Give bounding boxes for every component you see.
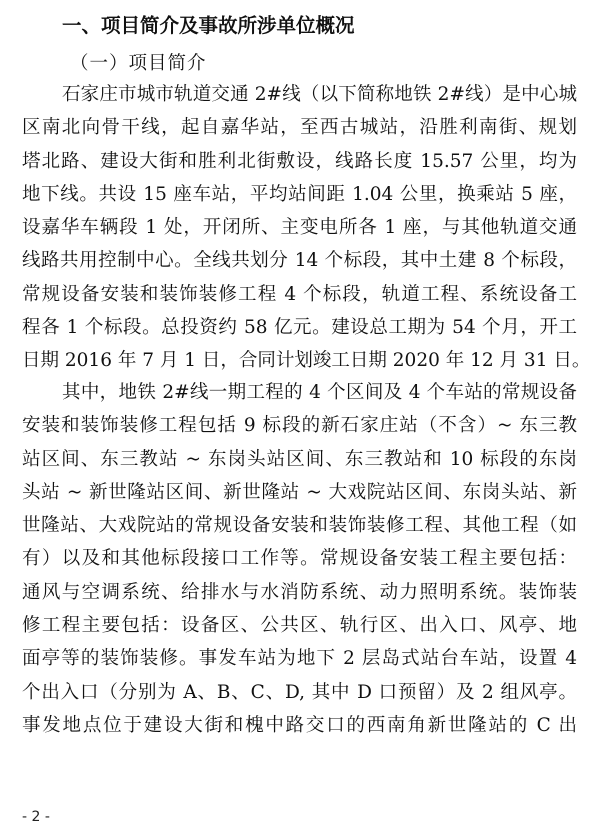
text-line: 区南北向骨干线，起自嘉华站，至西古城站，沿胜利南街、规划: [22, 117, 577, 139]
text-line: 修工程主要包括：设备区、公共区、轨行区、出入口、风亭、地: [22, 615, 577, 637]
text-line: 塔北路、建设大街和胜利北街敷设，线路长度 15.57 公里，均为: [22, 150, 577, 172]
text-line: 常规设备安装和装饰装修工程 4 个标段，轨道工程、系统设备工: [22, 283, 577, 305]
text-line: 头站 ~ 新世隆站区间、新世隆站 ~ 大戏院站区间、东岗头站、新: [22, 481, 577, 503]
text-line: 有）以及和其他标段接口工作等。常规设备安装工程主要包括：: [22, 548, 577, 570]
text-line: 其中，地铁 2#线一期工程的 4 个区间及 4 个车站的常规设备: [62, 382, 577, 403]
paragraph-project-intro: [22, 78, 591, 378]
text-line: 面亭等的装饰装修。事发车站为地下 2 层岛式站台车站，设置 4: [22, 648, 577, 670]
text-line: 安装和装饰装修工程包括 9 标段的新石家庄站（不含）~ 东三教: [22, 415, 577, 437]
section-heading: 一、项目简介及事故所涉单位概况: [62, 14, 355, 37]
subsection-heading: （一）项目简介: [70, 53, 207, 74]
paragraph-scope-of-work: [22, 376, 577, 742]
text-line: 通风与空调系统、给排水与水消防系统、动力照明系统。装饰装: [22, 581, 577, 603]
text-line: 地下线。共设 15 座车站，平均站间距 1.04 公里，换乘站 5 座，: [22, 183, 577, 205]
text-line: 程各 1 个标段。总投资约 58 亿元。建设总工期为 54 个月，开工: [22, 317, 577, 339]
text-line: 石家庄市城市轨道交通 2#线（以下简称地铁 2#线）是中心城: [62, 84, 577, 105]
page-number: - 2 -: [22, 809, 50, 825]
text-line: 设嘉华车辆段 1 处，开闭所、主变电所各 1 座，与其他轨道交通: [22, 217, 577, 239]
text-line: 日期 2016 年 7 月 1 日，合同计划竣工日期 2020 年 12 月 31 日。: [22, 350, 591, 372]
text-line: 世隆站、大戏院站的常规设备安装和装饰装修工程、其他工程（如: [22, 515, 577, 537]
text-line: 个出入口（分别为 A、B、C、D, 其中 D 口预留）及 2 组风亭。: [22, 681, 577, 703]
text-line: 站区间、东三教站 ~ 东岗头站区间、东三教站和 10 标段的东岗: [22, 448, 577, 470]
text-line: 事发地点位于建设大街和槐中路交口的西南角新世隆站的 C 出: [22, 714, 577, 736]
text-line: 线路共用控制中心。全线共划分 14 个标段，其中土建 8 个标段，: [22, 250, 577, 272]
